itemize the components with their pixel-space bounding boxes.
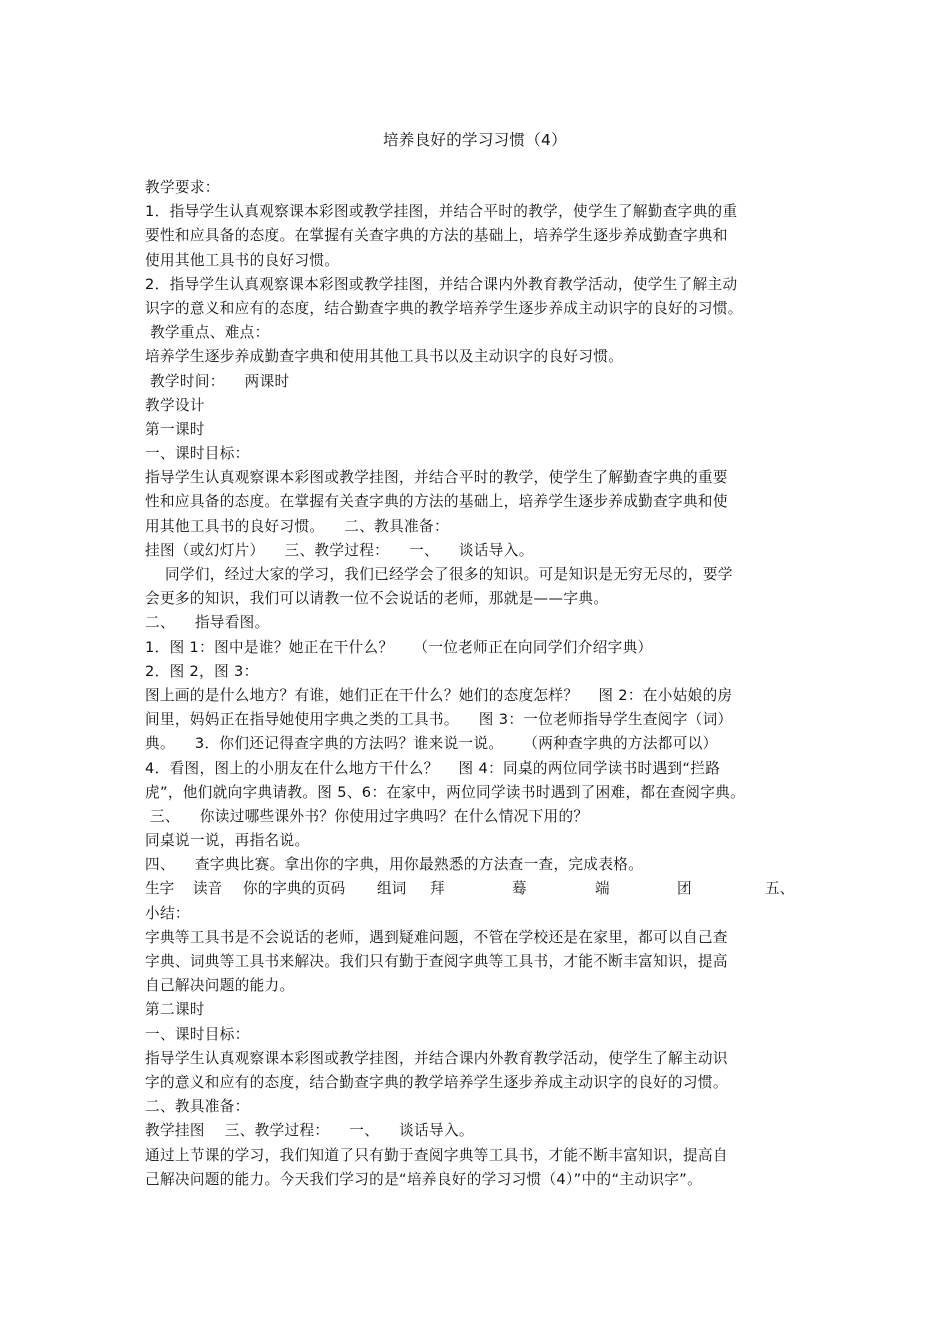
text-line: 会更多的知识，我们可以请教一位不会说话的老师，那就是——字典。 — [145, 590, 609, 608]
table-cell: 生字 — [145, 880, 175, 898]
text-line: 1．指导学生认真观察课本彩图或教学挂图，并结合平时的教学，使学生了解勤查字典的重 — [145, 203, 738, 221]
text-line: 二、 指导看图。 — [145, 614, 270, 632]
text-line: 小结： — [145, 904, 190, 922]
text-line: 指导学生认真观察课本彩图或教学挂图，并结合平时的教学，使学生了解勤查字典的重要 — [145, 469, 728, 487]
text-line: 识字的意义和应有的态度，结合勤查字典的教学培养学生逐步养成主动识字的良好的习惯。 — [145, 299, 743, 317]
text-line: 同学们，经过大家的学习，我们已经学会了很多的知识。可是知识是无穷无尽的，要学 — [145, 566, 733, 583]
text-line: 虎”，他们就向字典请教。图 5、6：在家中，两位同学读书时遇到了困难，都在查阅字典。 — [145, 783, 746, 801]
text-line: 2．图 2，图 3： — [145, 662, 259, 680]
table-cell: 读音 — [193, 880, 223, 898]
text-line: 一、课时目标： — [145, 1025, 250, 1043]
dictionary-table-row — [145, 877, 813, 901]
text-line: 要性和应具备的态度。在掌握有关查字典的方法的基础上，培养学生逐步养成勤查字典和 — [145, 227, 728, 245]
table-cell: 蓦 — [512, 880, 527, 898]
text-line: 三、 你读过哪些课外书？你使用过字典吗？在什么情况下用的？ — [145, 807, 589, 825]
text-line: 用其他工具书的良好习惯。 二、教具准备： — [145, 517, 449, 535]
text-line: 1．图 1：图中是谁？她正在干什么？ （一位老师正在向同学们介绍字典） — [145, 638, 653, 656]
table-cell: 你的字典的页码 — [243, 880, 346, 898]
text-line: 培养学生逐步养成勤查字典和使用其他工具书以及主动识字的良好习惯。 — [145, 348, 624, 366]
document-body — [145, 176, 813, 1192]
table-cell: 组词 — [377, 880, 407, 898]
text-line: 字的意义和应有的态度，结合勤查字典的教学培养学生逐步养成主动识字的良好的习惯。 — [145, 1073, 728, 1091]
text-line: 自己解决问题的能力。 — [145, 977, 295, 995]
text-line: 指导学生认真观察课本彩图或教学挂图，并结合课内外教育教学活动，使学生了解主动识 — [145, 1049, 728, 1067]
text-line: 使用其他工具书的良好习惯。 — [145, 251, 340, 269]
text-line: 图上画的是什么地方？有谁，她们正在干什么？她们的态度怎样？ 图 2：在小姑娘的房 — [145, 686, 733, 704]
text-line: 性和应具备的态度。在掌握有关查字典的方法的基础上，培养学生逐步养成勤查字典和使 — [145, 493, 728, 511]
document-title: 培养良好的学习习惯（4） — [383, 131, 567, 149]
text-line: 4．看图，图上的小朋友在什么地方干什么？ 图 4：同桌的两位同学读书时遇到“拦路 — [145, 759, 721, 777]
text-line: 教学挂图 三、教学过程： 一、 谈话导入。 — [145, 1122, 474, 1140]
text-line: 教学重点、难点： — [145, 324, 270, 342]
text-line: 通过上节课的学习，我们知道了只有勤于查阅字典等工具书，才能不断丰富知识，提高自 — [145, 1146, 728, 1164]
text-line: 己解决问题的能力。今天我们学习的是“培养良好的学习习惯（4）”中的“主动识字”。 — [145, 1170, 703, 1188]
text-line: 2．指导学生认真观察课本彩图或教学挂图，并结合课内外教育教学活动，使学生了解主动 — [145, 275, 738, 293]
text-line: 教学设计 — [145, 396, 205, 414]
table-cell: 端 — [595, 880, 610, 898]
table-cell: 团 — [677, 880, 692, 898]
text-line: 第二课时 — [145, 1001, 205, 1019]
text-line: 一、课时目标： — [145, 445, 250, 463]
text-line: 字典等工具书是不会说话的老师，遇到疑难问题，不管在学校还是在家里，都可以自己查 — [145, 928, 728, 946]
text-line: 第一课时 — [145, 420, 205, 438]
text-line: 教学要求： — [145, 179, 220, 196]
text-line: 间里，妈妈正在指导她使用字典之类的工具书。 图 3：一位老师指导学生查阅字（词） — [145, 711, 733, 729]
table-cell: 拜 — [430, 880, 445, 898]
text-line: 二、教具准备： — [145, 1098, 250, 1116]
text-line: 挂图（或幻灯片） 三、教学过程： 一、 谈话导入。 — [145, 541, 534, 559]
table-cell: 五、 — [765, 880, 795, 898]
text-line: 四、 查字典比赛。拿出你的字典，用你最熟悉的方法查一查，完成表格。 — [145, 856, 644, 874]
text-line: 同桌说一说，再指名说。 — [145, 832, 310, 850]
text-line: 典。 3．你们还记得查字典的方法吗？谁来说一说。 （两种查字典的方法都可以） — [145, 735, 718, 753]
text-line: 教学时间： 两课时 — [145, 372, 290, 390]
text-line: 字典、词典等工具书来解决。我们只有勤于查阅字典等工具书，才能不断丰富知识，提高 — [145, 953, 728, 970]
